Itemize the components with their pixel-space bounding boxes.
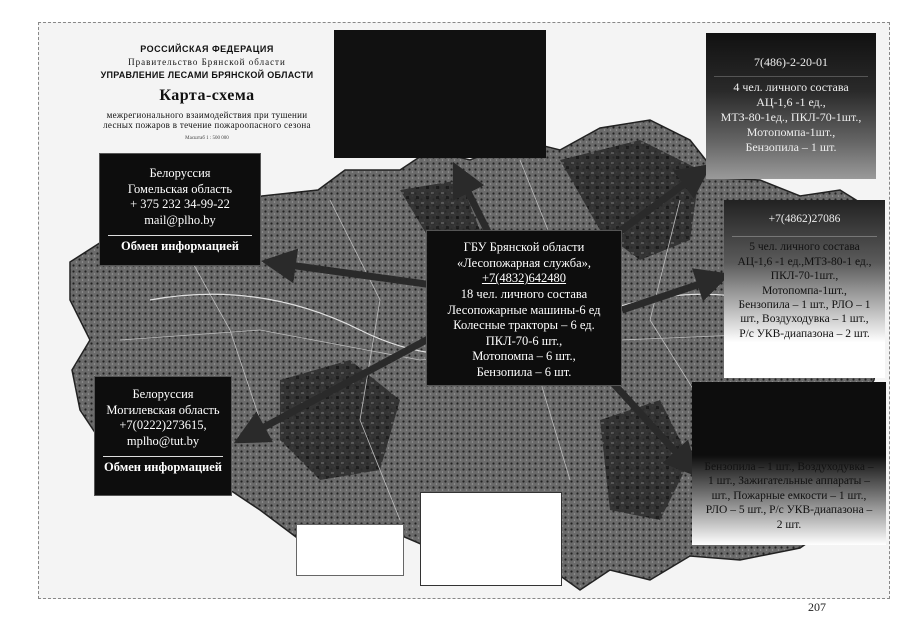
southeast-line-2: 1 шт., Зажигательные аппараты –: [707, 475, 871, 488]
east-phone: +7(4862)27086: [768, 213, 841, 225]
gomel-divider: [108, 235, 252, 236]
center-service: «Лесопожарная служба»,: [456, 255, 592, 270]
east-pkl: ПКЛ-70-1шт.,: [770, 270, 839, 283]
mogilev-country: Белоруссия: [132, 387, 194, 401]
center-staff: 18 чел. личного состава: [460, 286, 588, 301]
northeast-staff: 4 чел. личного состава: [733, 80, 849, 94]
header-government: Правительство Брянской области: [128, 56, 286, 67]
gomel-info-box: [99, 153, 261, 266]
east-vehicles: АЦ-1,6 -1 ед.,МТЗ-80-1 ед.,: [737, 255, 872, 268]
northeast-divider: [714, 76, 868, 77]
center-phone: +7(4832)642480: [481, 271, 567, 286]
mogilev-region: Могилевская область: [106, 402, 220, 417]
map-subtitle-1: межрегионального взаимодействия при тушении: [106, 109, 308, 120]
southeast-line-4: РЛО – 5 шт., Р/с УКВ-диапазона –: [705, 504, 873, 517]
gomel-email: mail@plho.by: [144, 212, 216, 227]
center-chainsaw: Бензопила – 6 шт.: [476, 365, 572, 379]
map-subtitle-2: лесных пожаров в течение пожароопасного сезона: [103, 120, 311, 131]
center-info-box: [426, 230, 622, 386]
gomel-region: Гомельская область: [127, 181, 233, 196]
header-country: РОССИЙСКАЯ ФЕДЕРАЦИЯ: [140, 44, 274, 54]
northeast-phone: 7(486)-2-20-01: [754, 55, 828, 69]
map-header: [92, 44, 322, 142]
header-department: УПРАВЛЕНИЕ ЛЕСАМИ БРЯНСКОЙ ОБЛАСТИ: [100, 69, 314, 80]
northeast-vehicles: АЦ-1,6 -1 ед.,: [756, 95, 826, 109]
east-divider: [732, 236, 877, 237]
southeast-line-5: 2 шт.: [776, 518, 802, 531]
map-title: Карта-схема: [159, 87, 255, 105]
southeast-line-1: Бензопила – 1 шт., Воздуходувка –: [704, 461, 874, 473]
east-info-box: [724, 200, 885, 378]
east-blower: шт., Воздуходувка – 1 шт.,: [740, 313, 869, 326]
center-pkl: ПКЛ-70-6 шт.,: [485, 333, 563, 348]
center-vehicles: Лесопожарные машины-6 ед: [447, 302, 601, 317]
mogilev-action: Обмен информацией: [103, 459, 222, 474]
mogilev-phone: +7(0222)273615,: [119, 418, 207, 433]
map-legend-symbols: [296, 524, 404, 576]
east-pump: Мотопомпа-1шт.,: [762, 284, 847, 297]
mogilev-email: mplho@tut.by: [126, 433, 200, 448]
page-number: 207: [808, 600, 826, 614]
center-tractors: Колесные тракторы – 6 ед.: [453, 318, 595, 333]
gomel-phone: + 375 232 34-99-22: [130, 197, 230, 212]
map-scale: Масштаб 1 : 500 000: [185, 136, 229, 142]
redacted-info-box-north: [334, 30, 546, 158]
east-radio: Р/с УКВ-диапазона – 2 шт.: [739, 327, 870, 340]
northeast-tractors: МТЗ-80-1ед., ПКЛ-70-1шт.,: [720, 110, 862, 124]
east-staff: 5 чел. личного состава: [749, 241, 860, 254]
northeast-chainsaw: Бензопила – 1 шт.: [745, 140, 837, 154]
gomel-action: Обмен информацией: [120, 238, 239, 253]
gomel-country: Белоруссия: [149, 166, 211, 180]
map-legend-table: [420, 492, 562, 586]
east-chainsaw: Бензопила – 1 шт., РЛО – 1: [738, 298, 871, 311]
southeast-info-box: [692, 382, 886, 545]
center-org: ГБУ Брянской области: [463, 240, 585, 254]
mogilev-divider: [103, 456, 223, 457]
northeast-info-box: [706, 33, 876, 179]
center-pump: Мотопомпа – 6 шт.,: [472, 349, 576, 364]
southeast-line-3: шт., Пожарные емкости – 1 шт.,: [711, 489, 867, 502]
northeast-pump: Мотопомпа-1шт.,: [746, 125, 836, 139]
mogilev-info-box: [94, 376, 232, 496]
